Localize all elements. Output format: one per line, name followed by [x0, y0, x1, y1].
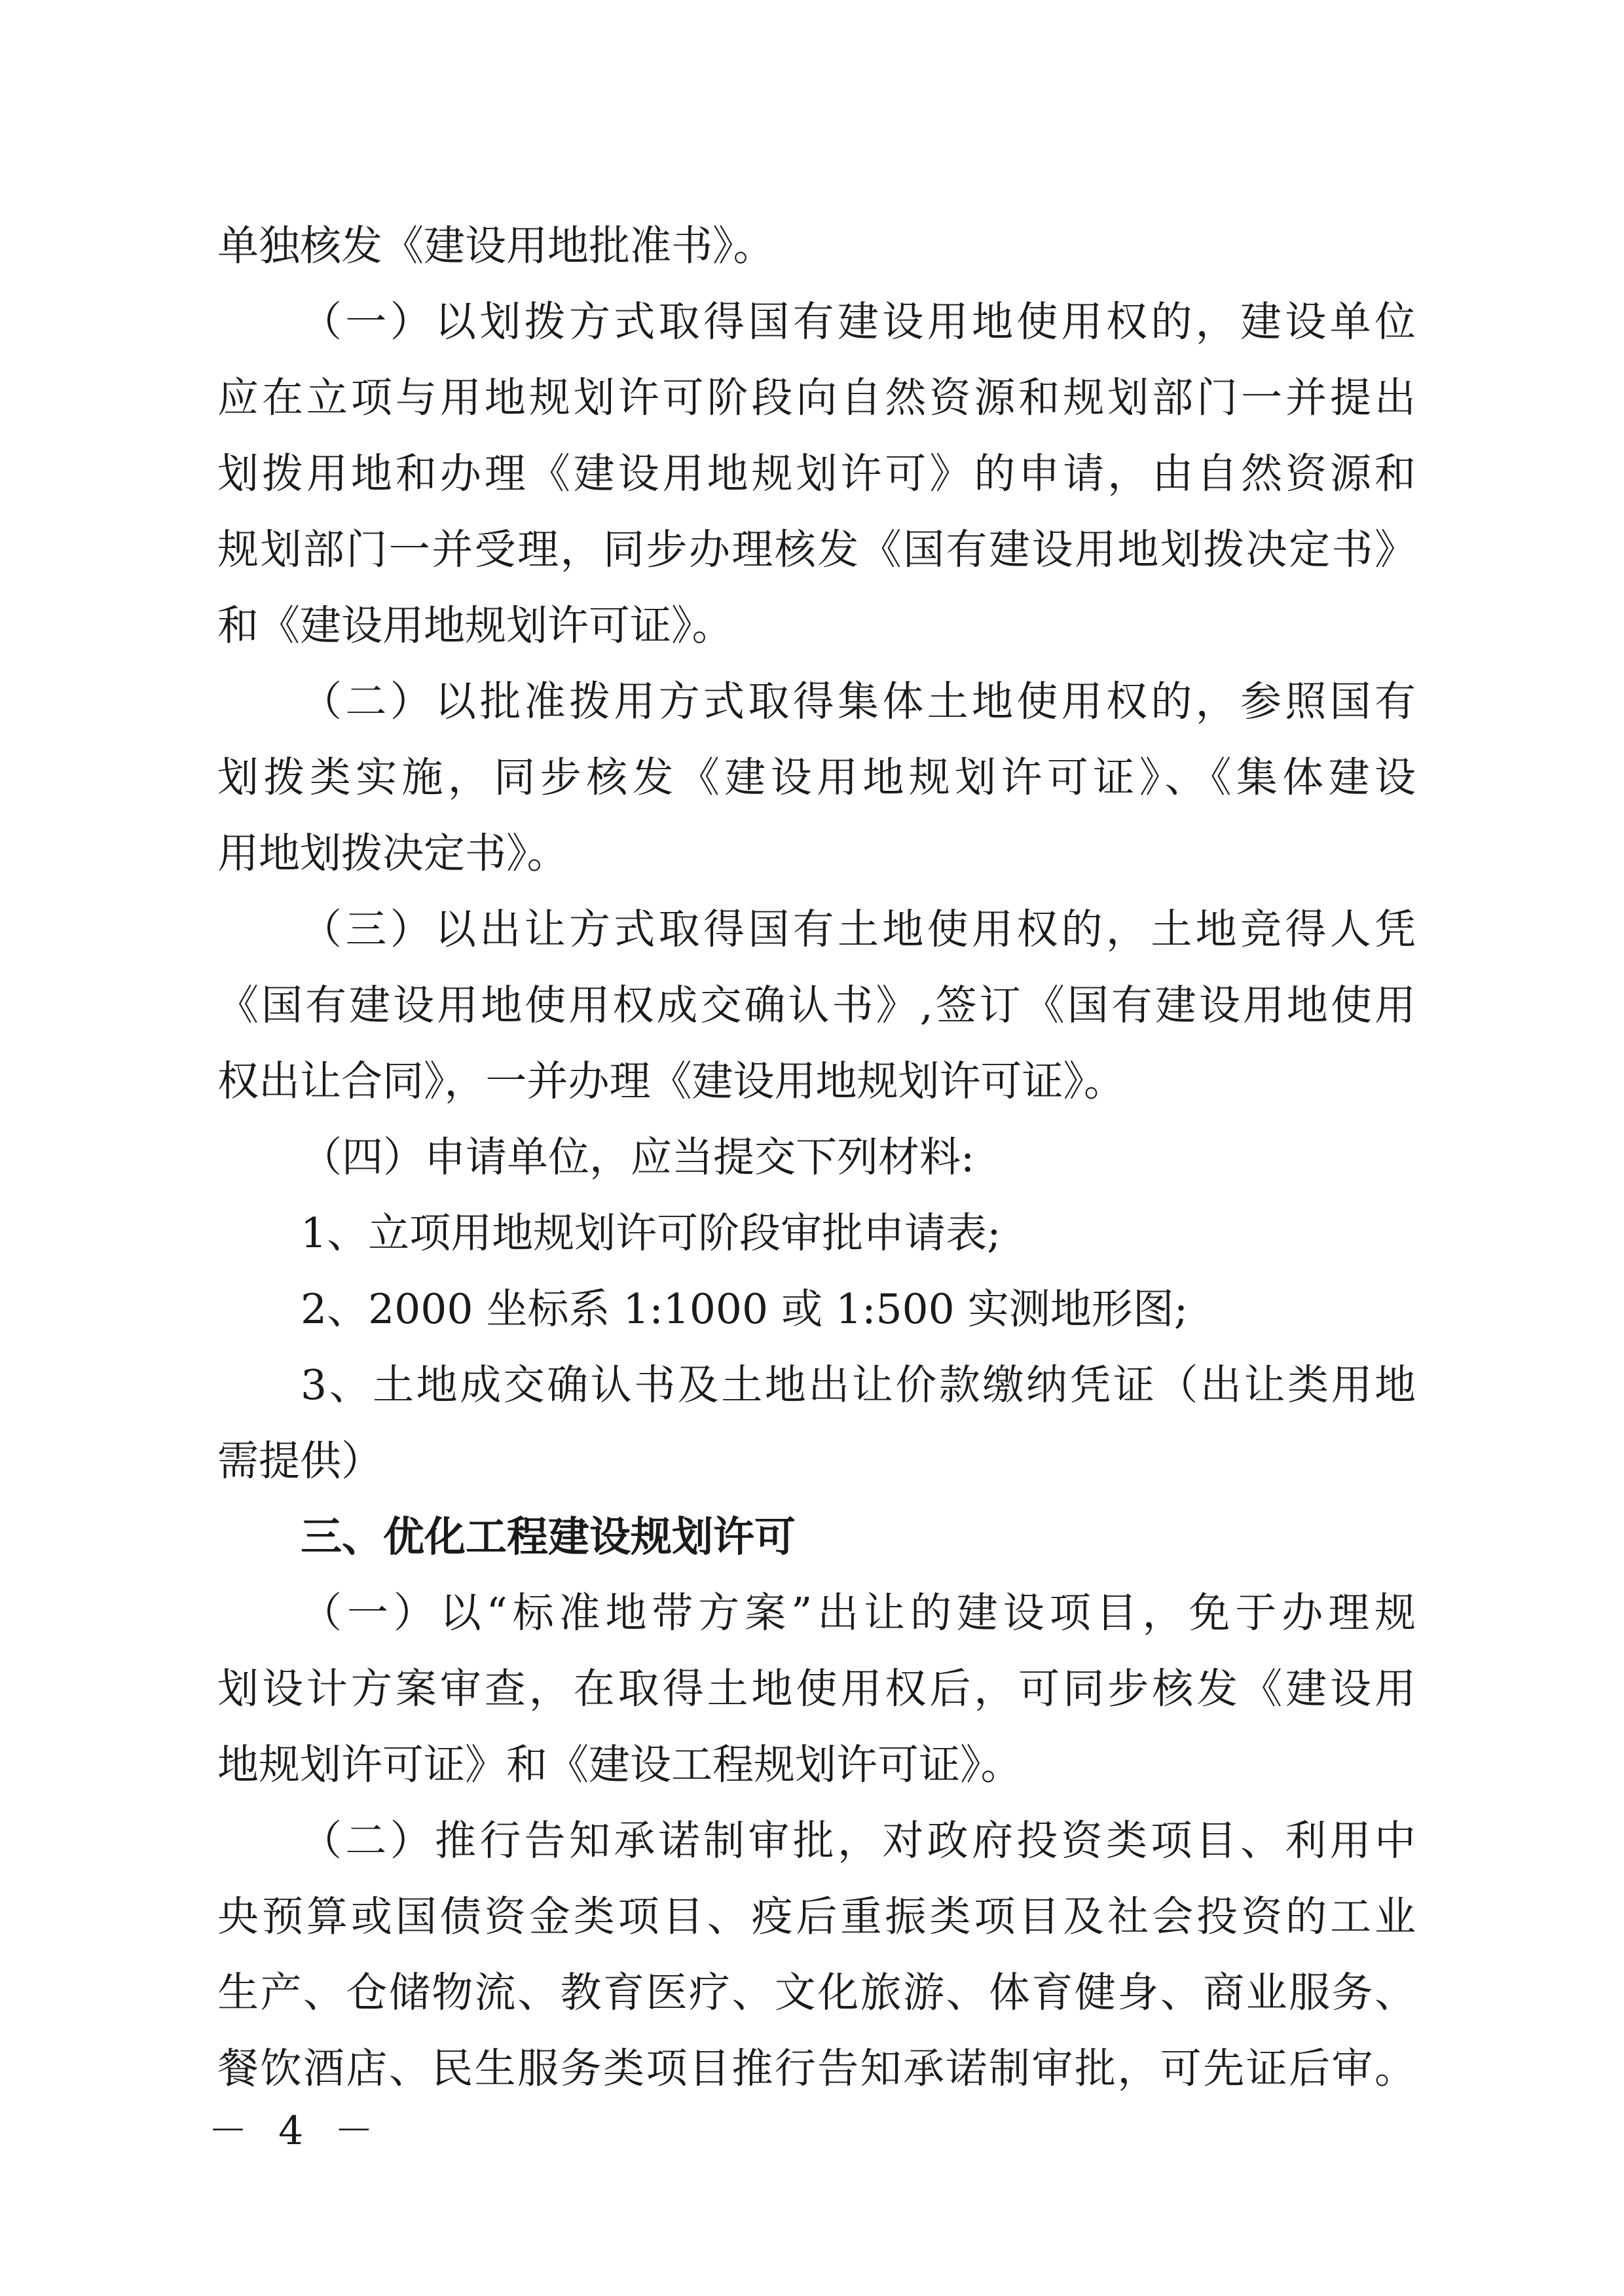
text-line: （二）推行告知承诺制审批，对政府投资类项目、利用中	[301, 1817, 1416, 1865]
text-line: 划拨用地和办理《建设用地规划许可》的申请，由自然资源和	[217, 450, 1416, 498]
text-line: 2、2000 坐标系 1:1000 或 1:500 实测地形图;	[301, 1285, 1188, 1333]
text-line: 划设计方案审查，在取得土地使用权后，可同步核发《建设用	[217, 1665, 1416, 1713]
text-line: 地规划许可证》和《建设工程规划许可证》。	[217, 1741, 1022, 1789]
text-line: 用地划拨决定书》。	[217, 829, 568, 877]
document-body	[217, 208, 1416, 2107]
text-line: 和《建设用地规划许可证》。	[217, 602, 733, 649]
text-line: 央预算或国债资金类项目、疫后重振类项目及社会投资的工业	[217, 1893, 1416, 1941]
text-line: （四）申请单位，应当提交下列材料:	[301, 1133, 975, 1181]
text-line: 权出让合同》，一并办理《建设用地规划许可证》。	[217, 1057, 1125, 1105]
text-line: （三）以出让方式取得国有土地使用权的，土地竞得人凭	[301, 905, 1416, 953]
text-line: （一）以“标准地带方案”出让的建设项目，免于办理规	[301, 1589, 1416, 1637]
text-line: 需提供）	[217, 1437, 382, 1485]
text-line: 应在立项与用地规划许可阶段向自然资源和规划部门一并提出	[217, 374, 1416, 422]
text-line: 《国有建设用地使用权成交确认书》,签订《国有建设用地使用	[217, 981, 1416, 1029]
page-number: － 4 －	[208, 2108, 383, 2154]
section-heading: 三、优化工程建设规划许可	[301, 1513, 796, 1561]
text-line: 1、立项用地规划许可阶段审批申请表;	[301, 1209, 1001, 1257]
text-line: 餐饮酒店、民生服务类项目推行告知承诺制审批，可先证后审。	[217, 2045, 1416, 2092]
text-line: 3、土地成交确认书及土地出让价款缴纳凭证（出让类用地	[301, 1361, 1416, 1409]
text-line: 规划部门一并受理，同步办理核发《国有建设用地划拨决定书》	[217, 526, 1416, 574]
text-line: 划拨类实施，同步核发《建设用地规划许可证》、《集体建设	[217, 754, 1416, 801]
text-line: 生产、仓储物流、教育医疗、文化旅游、体育健身、商业服务、	[217, 1969, 1416, 2016]
text-line: 单独核发《建设用地批准书》。	[217, 222, 775, 270]
text-line: （一）以划拨方式取得国有建设用地使用权的，建设单位	[301, 298, 1416, 346]
text-line: （二）以批准拨用方式取得集体土地使用权的，参照国有	[301, 678, 1416, 725]
